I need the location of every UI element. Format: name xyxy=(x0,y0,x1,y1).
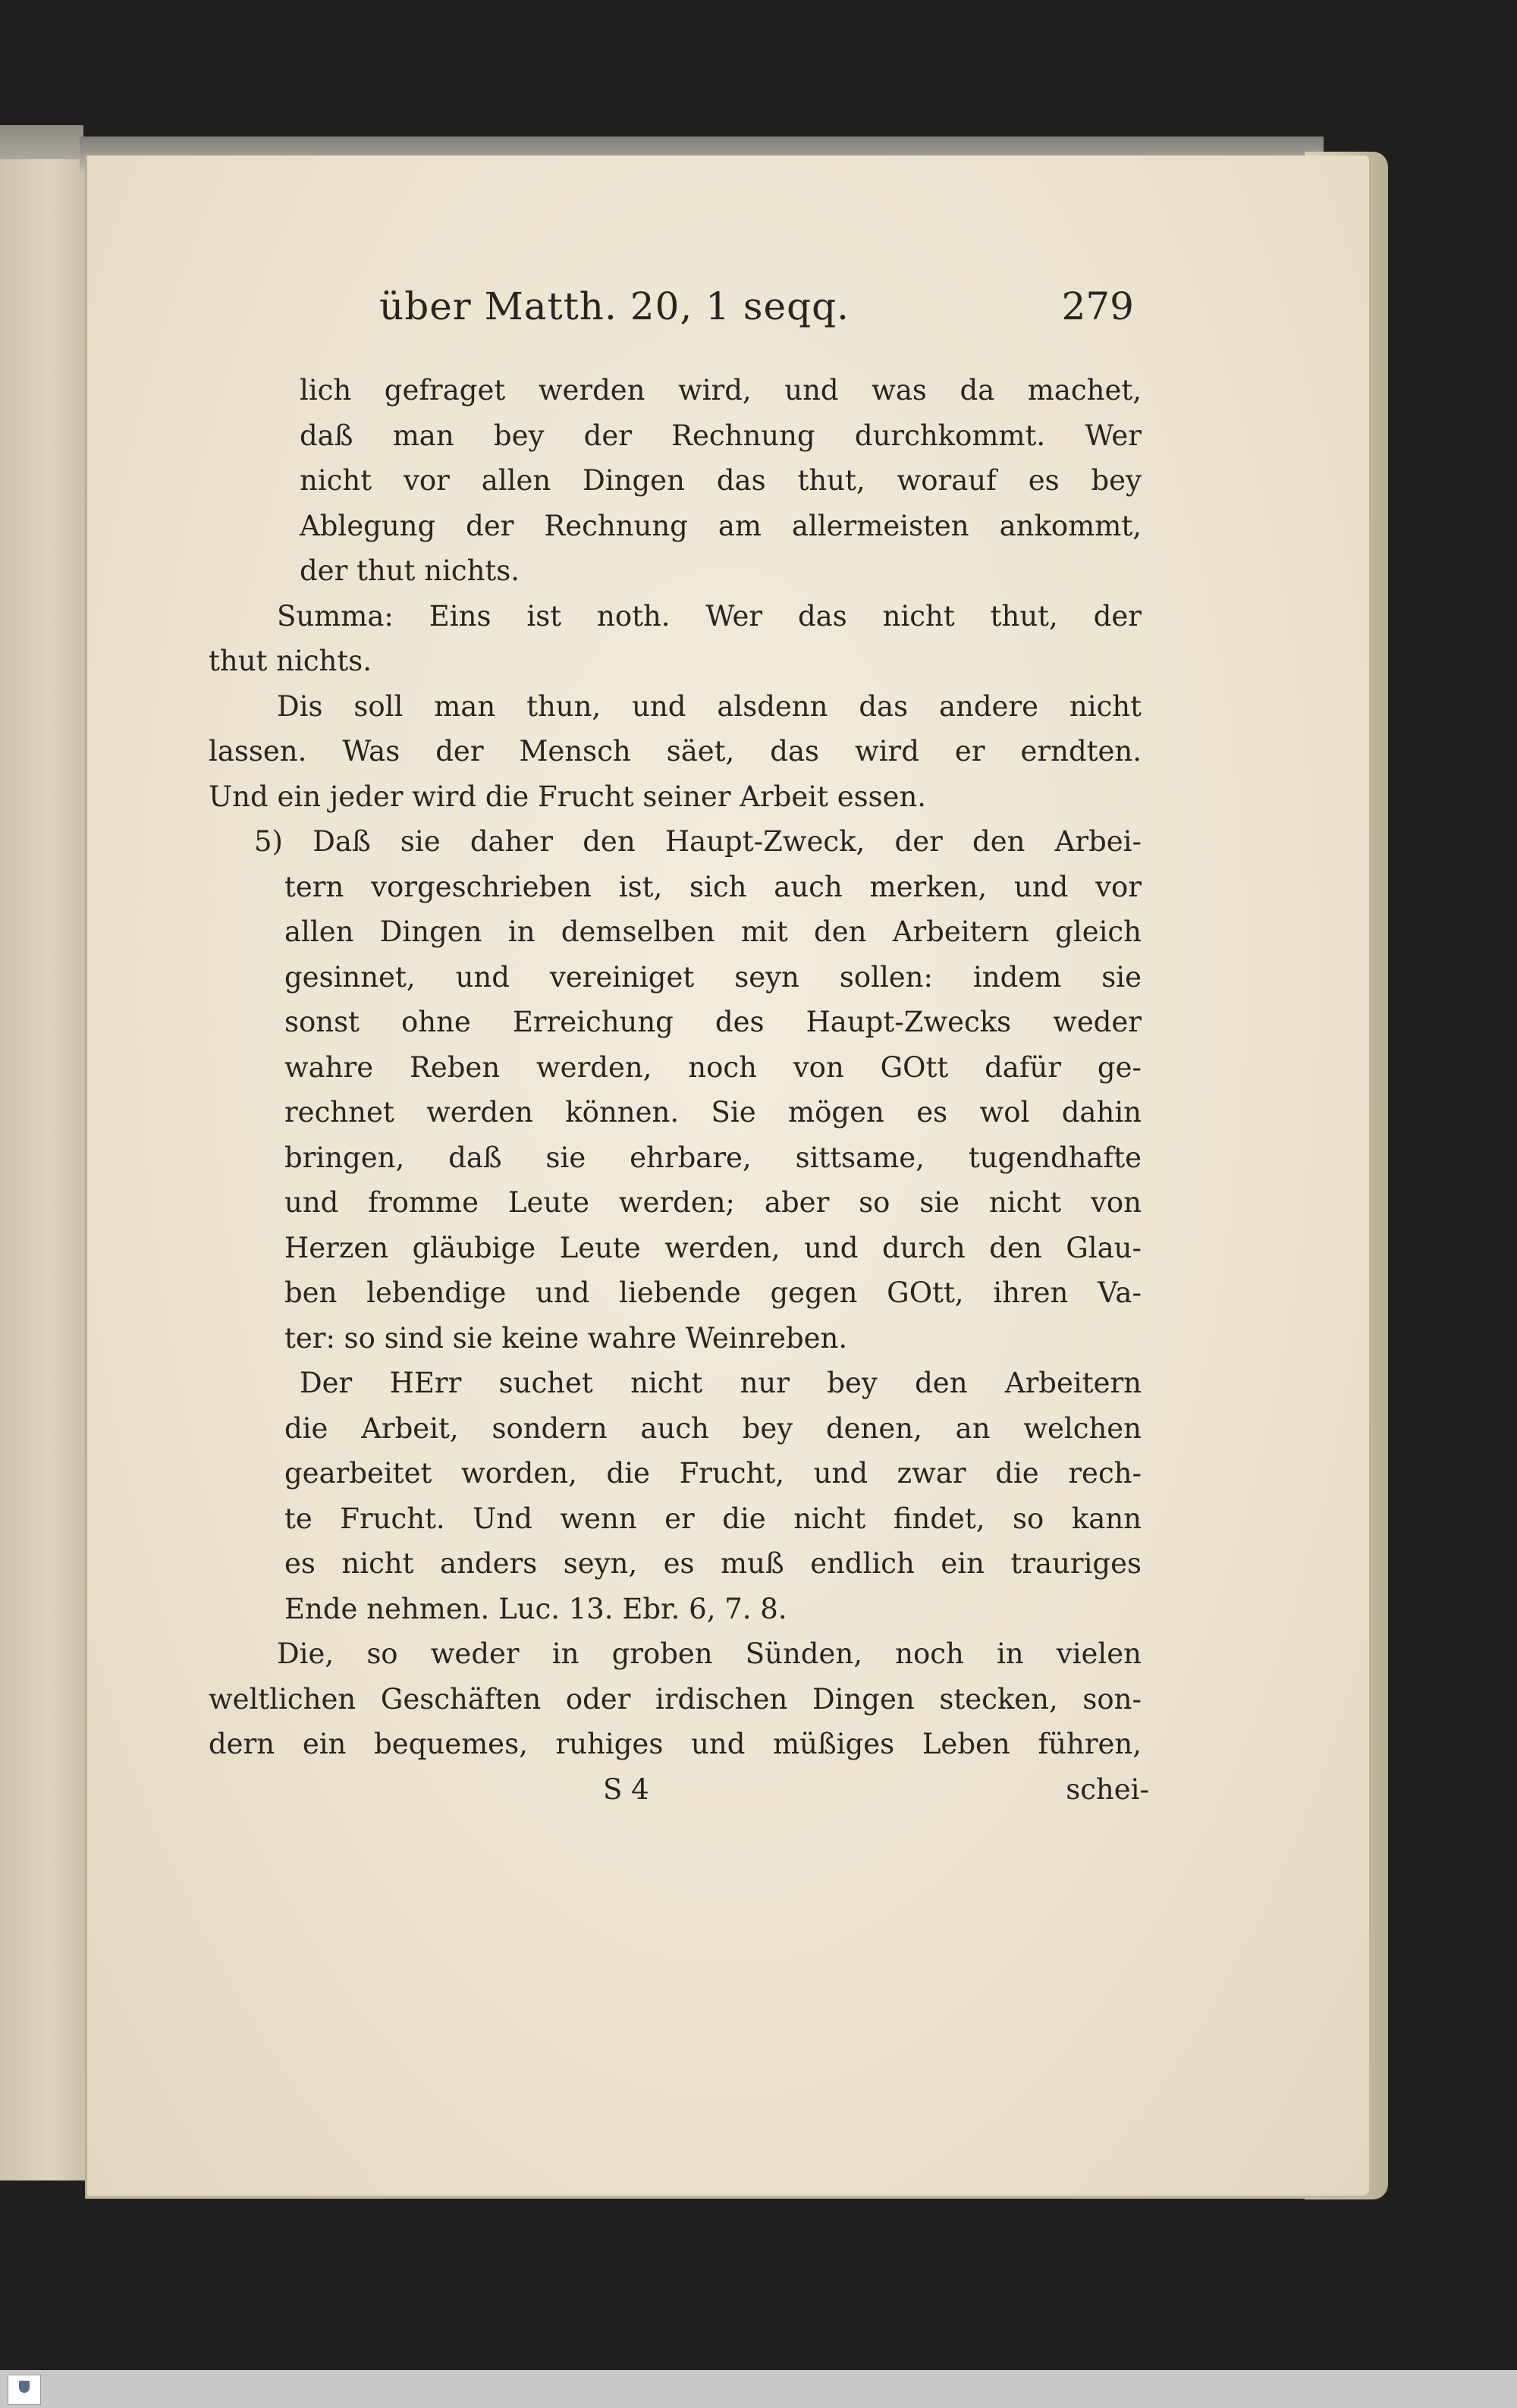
page-footer xyxy=(209,1772,1149,1826)
signature-mark: S 4 xyxy=(603,1772,649,1806)
left-page-edge xyxy=(0,159,86,2180)
library-logo-icon[interactable] xyxy=(8,2375,41,2405)
text-line: nicht vor allen Dingen das thut, worauf es bey xyxy=(300,464,1142,497)
crest-icon xyxy=(19,2381,30,2393)
text-line: thut nichts. xyxy=(209,645,372,677)
running-head: über Matth. 20, 1 seqq. xyxy=(379,284,850,328)
text-line: rechnet werden können. Sie mögen es wol dahin xyxy=(284,1096,1142,1129)
text-line: Herzen gläubige Leute werden, und durch den Glau- xyxy=(284,1231,1142,1264)
text-line: 5) Daß sie daher den Haupt-Zweck, der den Arbei- xyxy=(254,825,1142,858)
text-line: Dis soll man thun, und alsdenn das andere nicht xyxy=(277,689,1142,723)
text-block xyxy=(209,368,1142,1767)
text-line: wahre Reben werden, noch von GOtt dafür ge- xyxy=(284,1050,1142,1084)
text-line: die Arbeit, sondern auch bey denen, an welchen xyxy=(284,1411,1142,1445)
text-line: dern ein bequemes, ruhiges und müßiges Leben führen, xyxy=(209,1728,1142,1760)
text-line: gearbeitet worden, die Frucht, und zwar die rech- xyxy=(284,1457,1142,1490)
text-line: bringen, daß sie ehrbare, sittsame, tugendhafte xyxy=(284,1141,1142,1174)
text-line: Ablegung der Rechnung am allermeisten ankommt, xyxy=(300,509,1142,542)
text-line: lassen. Was der Mensch säet, das wird er erndten. xyxy=(209,735,1142,768)
text-line: Der HErr suchet nicht nur bey den Arbeitern xyxy=(300,1367,1142,1399)
text-line: sonst ohne Erreichung des Haupt-Zwecks weder xyxy=(284,1006,1142,1038)
text-line: gesinnet, und vereiniget seyn sollen: indem sie xyxy=(284,960,1142,994)
text-line: Und ein jeder wird die Frucht seiner Arbeit essen. xyxy=(209,780,927,813)
text-line: Die, so weder in groben Sünden, noch in vielen xyxy=(277,1637,1142,1670)
text-line: tern vorgeschrieben ist, sich auch merken, und vor xyxy=(284,870,1142,903)
text-line: allen Dingen in demselben mit den Arbeitern gleich xyxy=(284,915,1142,948)
text-line: der thut nichts. xyxy=(300,554,520,587)
page-number: 279 xyxy=(1061,284,1134,328)
page-header xyxy=(209,284,1142,368)
text-line: Ende nehmen. Luc. 13. Ebr. 6, 7. 8. xyxy=(284,1592,787,1625)
book-page xyxy=(85,155,1369,2199)
viewer-bottom-bar xyxy=(0,2370,1517,2408)
text-line: ben lebendige und liebende gegen GOtt, ihren Va- xyxy=(284,1276,1142,1309)
text-line: daß man bey der Rechnung durchkommt. Wer xyxy=(300,419,1142,452)
text-line: Summa: Eins ist noth. Wer das nicht thut, der xyxy=(277,599,1142,633)
text-line: weltlichen Geschäften oder irdischen Dingen stecken, son- xyxy=(209,1682,1142,1716)
page-content xyxy=(209,284,1149,1826)
catchword: schei- xyxy=(1066,1772,1149,1806)
text-line: und fromme Leute werden; aber so sie nicht von xyxy=(284,1186,1142,1219)
text-line: es nicht anders seyn, es muß endlich ein trauriges xyxy=(284,1547,1142,1580)
text-line: lich gefraget werden wird, und was da machet, xyxy=(300,374,1142,407)
text-line: ter: so sind sie keine wahre Weinreben. xyxy=(284,1321,848,1355)
text-line: te Frucht. Und wenn er die nicht findet, so kann xyxy=(284,1502,1142,1535)
